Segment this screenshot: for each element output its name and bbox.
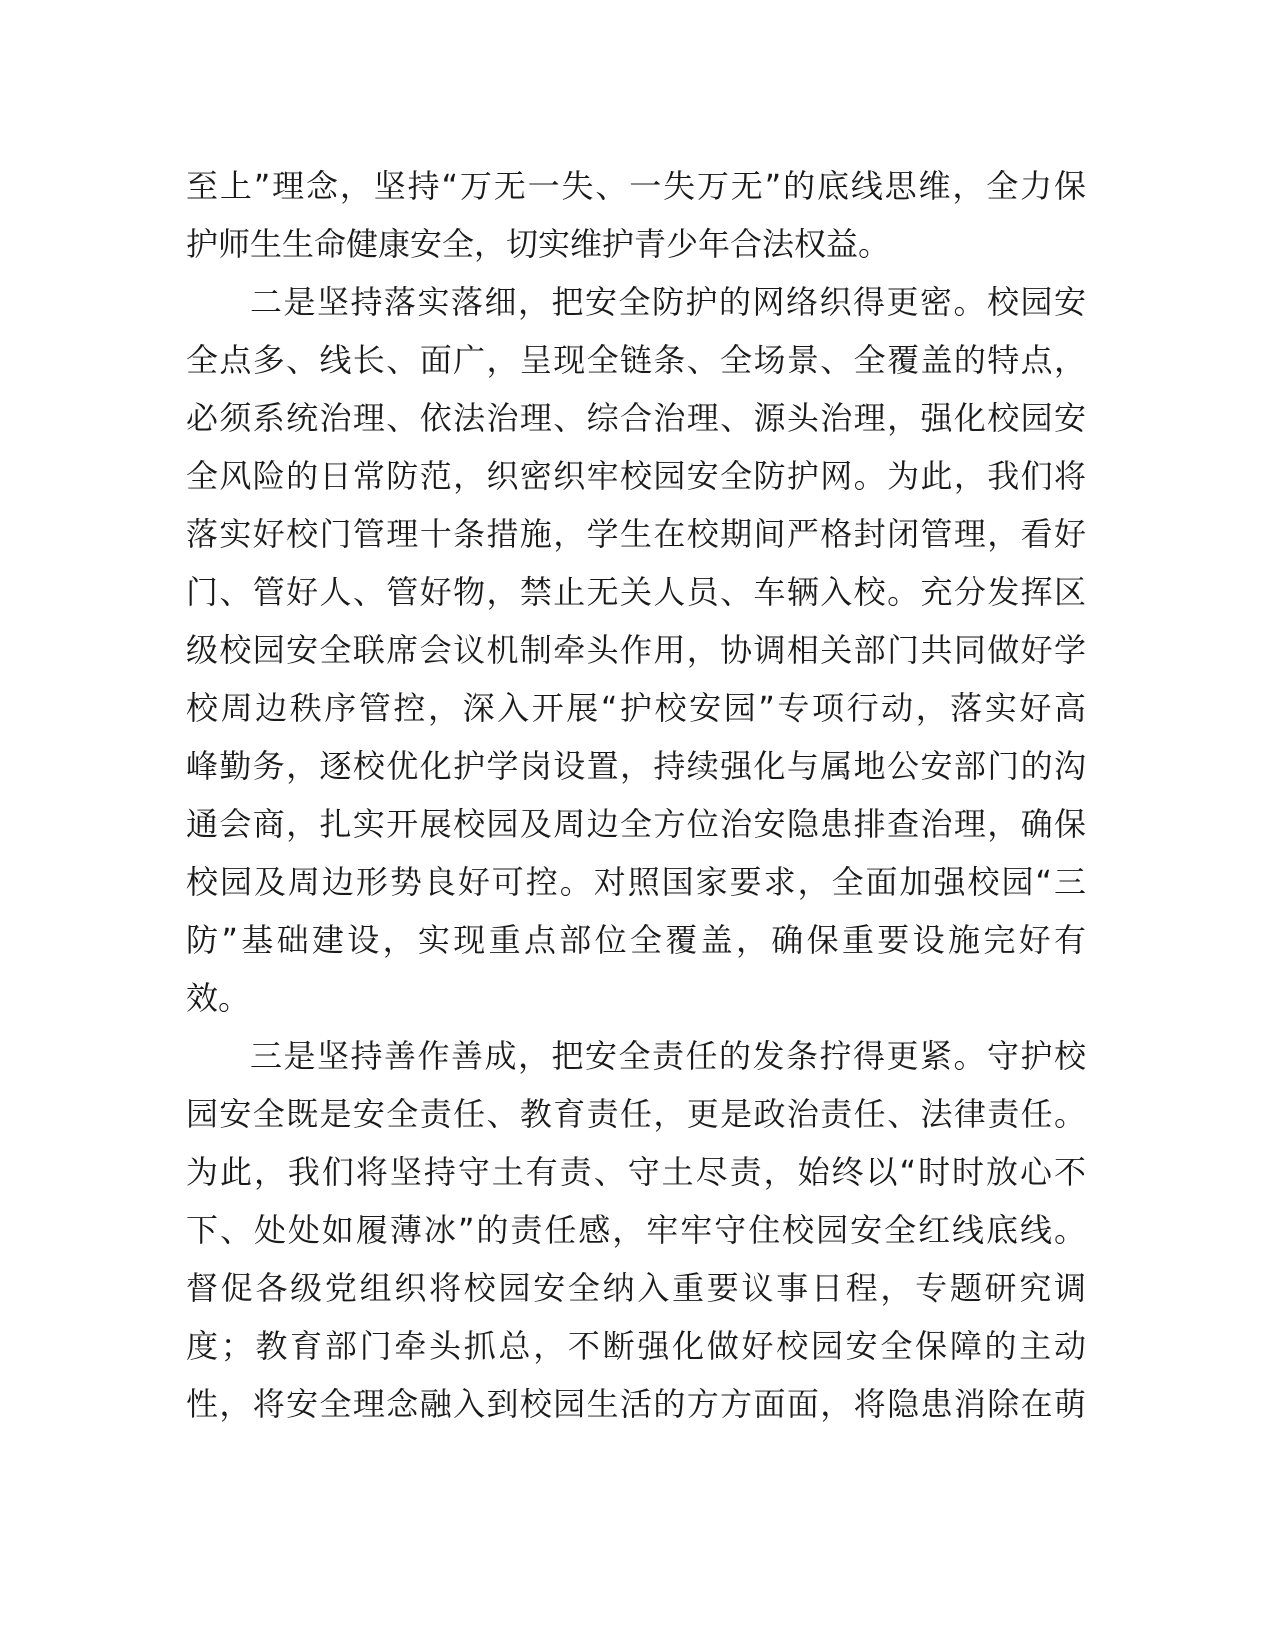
text-line: 下、处处如履薄冰”的责任感，牢牢守住校园安全红线底线。 bbox=[186, 1211, 1086, 1249]
text-line: 护师生生命健康安全，切实维护青少年合法权益。 bbox=[186, 225, 891, 263]
text-line: 园安全既是安全责任、教育责任，更是政治责任、法律责任。 bbox=[186, 1095, 1086, 1133]
text-line: 性，将安全理念融入到校园生活的方方面面，将隐患消除在萌 bbox=[186, 1385, 1086, 1423]
text-line: 度；教育部门牵头抓总，不断强化做好校园安全保障的主动 bbox=[186, 1327, 1086, 1365]
text-line: 通会商，扎实开展校园及周边全方位治安隐患排查治理，确保 bbox=[186, 805, 1086, 843]
text-line: 防”基础建设，实现重点部位全覆盖，确保重要设施完好有 bbox=[186, 921, 1086, 959]
body-text bbox=[186, 157, 1086, 1433]
text-line: 至上”理念，坚持“万无一失、一失万无”的底线思维，全力保 bbox=[186, 167, 1086, 205]
text-line: 必须系统治理、依法治理、综合治理、源头治理，强化校园安 bbox=[186, 399, 1086, 437]
text-line: 全点多、线长、面广，呈现全链条、全场景、全覆盖的特点， bbox=[186, 341, 1086, 379]
text-line: 落实好校门管理十条措施，学生在校期间严格封闭管理，看好 bbox=[186, 515, 1086, 553]
text-line: 二是坚持落实落细，把安全防护的网络织得更密。校园安 bbox=[250, 283, 1086, 321]
text-line: 峰勤务，逐校优化护学岗设置，持续强化与属地公安部门的沟 bbox=[186, 747, 1086, 785]
paragraph-2 bbox=[186, 273, 1086, 1027]
text-line: 全风险的日常防范，织密织牢校园安全防护网。为此，我们将 bbox=[186, 457, 1086, 495]
text-line: 校周边秩序管控，深入开展“护校安园”专项行动，落实好高 bbox=[186, 689, 1086, 727]
paragraph-3 bbox=[186, 1027, 1086, 1433]
text-line: 督促各级党组织将校园安全纳入重要议事日程，专题研究调 bbox=[186, 1269, 1086, 1307]
text-line: 级校园安全联席会议机制牵头作用，协调相关部门共同做好学 bbox=[186, 631, 1086, 669]
text-line: 效。 bbox=[186, 979, 251, 1017]
text-line: 为此，我们将坚持守土有责、守土尽责，始终以“时时放心不 bbox=[186, 1153, 1086, 1191]
paragraph-1 bbox=[186, 157, 1086, 273]
text-line: 校园及周边形势良好可控。对照国家要求，全面加强校园“三 bbox=[186, 863, 1086, 901]
text-line: 门、管好人、管好物，禁止无关人员、车辆入校。充分发挥区 bbox=[186, 573, 1086, 611]
text-line: 三是坚持善作善成，把安全责任的发条拧得更紧。守护校 bbox=[250, 1037, 1086, 1075]
